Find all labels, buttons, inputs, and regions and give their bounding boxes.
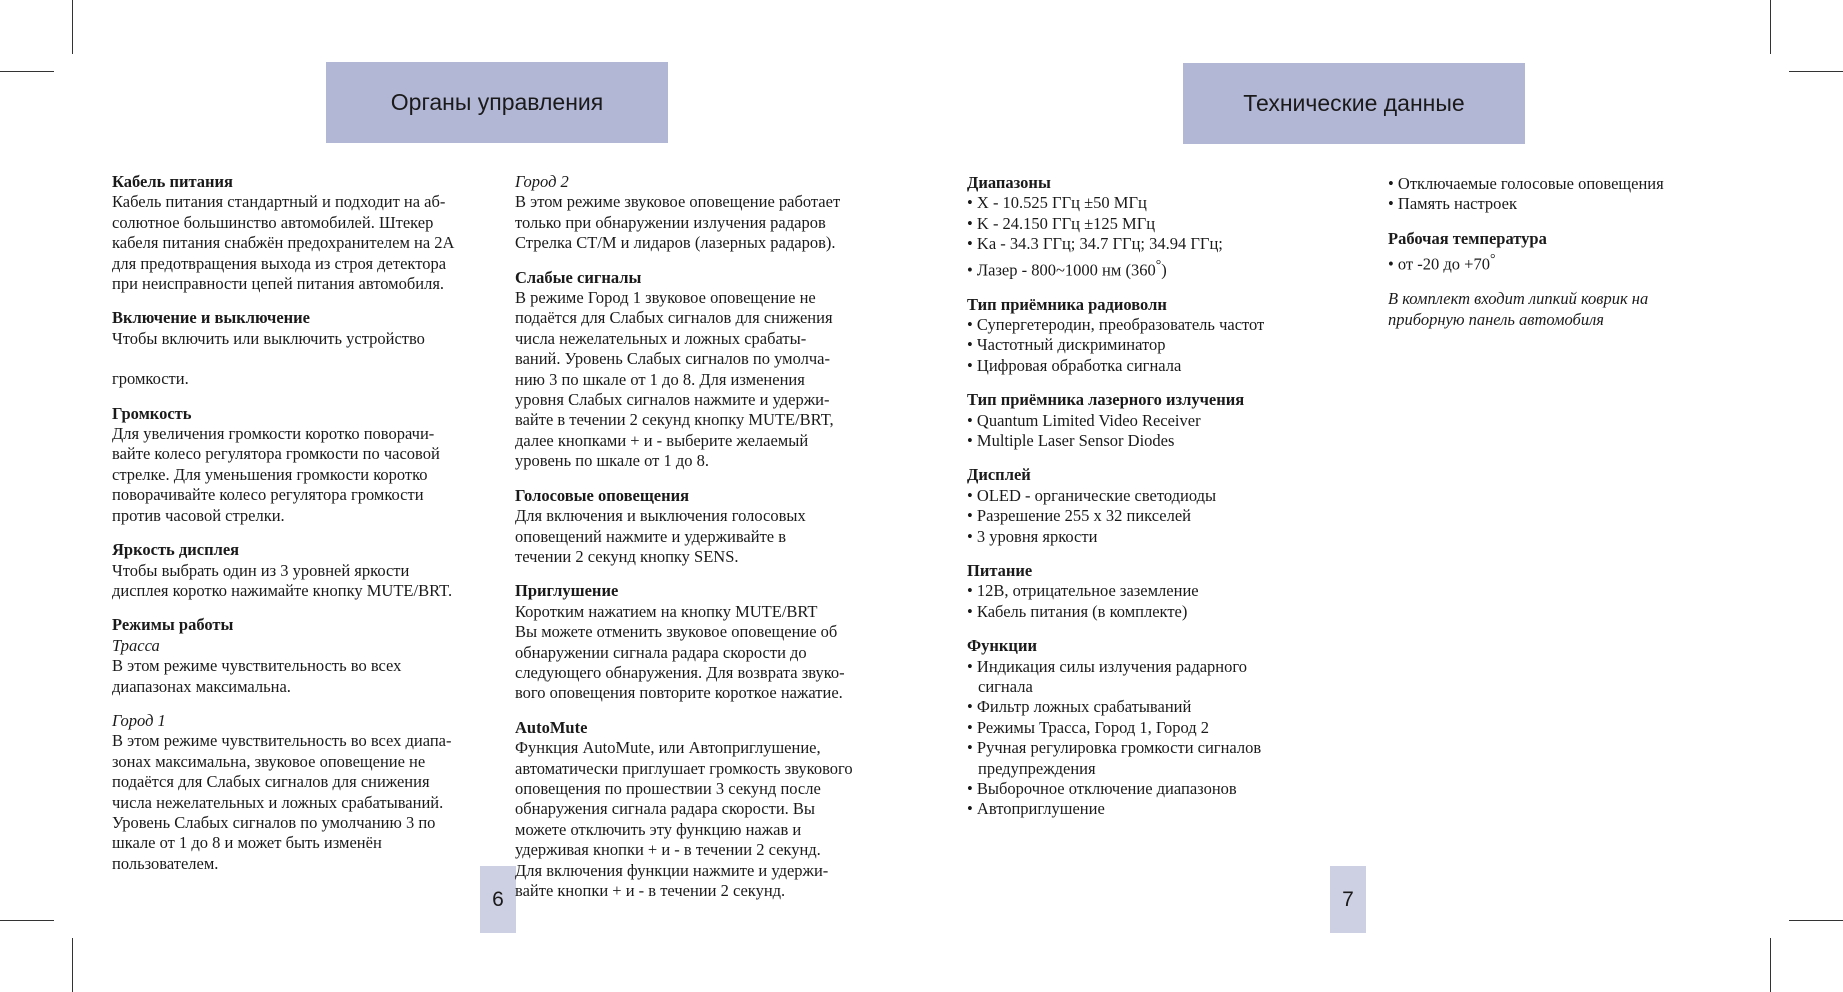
list-item: • OLED - органические светодиоды [967,485,1217,505]
list-item: • Кабель питания (в комплекте) [967,601,1188,621]
text-line: Коротким нажатием на кнопку MUTE/BRT [515,601,818,621]
section-title: Диапазоны [967,173,1051,192]
list-item: • Отключаемые голосовые оповещения [1388,174,1664,193]
text-line: подаётся для Слабых сигналов для снижения [515,308,833,328]
list-item: • Память настроек [1388,194,1517,214]
text-line: далее кнопками + и - выберите желаемый [515,430,809,450]
text-line: В этом режиме чувствительность во всех диапа- [112,731,452,751]
degree-sign: ° [1489,251,1496,267]
list-item: • Ручная регулировка громкости сигналов [967,738,1262,758]
list-item [967,255,1264,281]
list-item-text: • Лазер - 800~1000 нм (360 [967,260,1156,280]
text-line: обнаружения сигнала радара скорости. Вы [515,799,816,819]
text-line: зонах максимальна, звуковое оповещение не [112,751,426,771]
crop-mark [1789,920,1843,921]
right-column-2 [1388,174,1664,330]
note-line: приборную панель автомобиля [1388,309,1604,329]
text-line: вого оповещения повторите короткое нажатие. [515,683,843,703]
text-line: оповещений нажмите и удерживайте в [515,526,787,546]
list-item: • Супергетеродин, преобразователь частот [967,314,1265,334]
section-title: Голосовые оповещения [515,485,690,505]
crop-mark [1770,0,1771,54]
crop-mark [72,0,73,54]
section-title: Функции [967,636,1037,656]
list-item: • Разрешение 255 х 32 пикселей [967,506,1192,526]
crop-mark [72,938,73,992]
text-line: Функция AutoMute, или Автоприглушение, [515,738,821,758]
text-line: шкале от 1 до 8 и может быть изменён [112,833,382,853]
text-line: вайте кнопки + и - в течении 2 секунд. [515,881,786,900]
text-line: можете отключить эту функцию нажав и [515,819,802,839]
text-line: для предотвращения выхода из строя детектора [112,253,447,273]
text-line: вайте колесо регулятора громкости по часовой [112,444,440,464]
subsection-title: Город 1 [112,710,166,730]
list-item [1388,249,1664,275]
right-column-1 [967,173,1264,820]
text-line: диапазонах максимальна. [112,676,291,696]
left-page-number-text: 6 [492,887,504,911]
text-line: солютное большинство автомобилей. Штекер [112,212,434,232]
text-line: при неисправности цепей питания автомобиля. [112,274,445,294]
list-item: • Автоприглушение [967,799,1105,819]
list-item-text: ) [1161,260,1167,280]
section-title: Дисплей [967,465,1031,485]
text-line: против часовой стрелки. [112,505,285,525]
section-title: Рабочая температура [1388,228,1547,248]
text-line: стрелке. Для уменьшения громкости коротко [112,464,428,484]
degree-sign: ° [1155,256,1162,272]
right-page-number-text: 7 [1342,887,1354,911]
left-page-number [480,866,516,933]
text-line: автоматически приглушает громкость звукового [515,758,853,778]
subsection-title: Трасса [112,635,160,655]
subsection-title: Город 2 [515,172,569,191]
crop-mark [1770,938,1771,992]
right-page-header-text: Технические данные [1243,90,1465,116]
text-line: числа нежелательных и ложных срабаты- [515,328,807,348]
text-line: Кабель питания стандартный и подходит на аб- [112,192,446,212]
right-page-header [1183,63,1525,144]
text-line: только при обнаружении излучения радаров [515,212,826,232]
section-title: Громкость [112,403,192,423]
list-item: • Multiple Laser Sensor Diodes [967,430,1175,450]
list-item: • 12В, отрицательное заземление [967,581,1199,601]
list-item: • Режимы Трасса, Город 1, Город 2 [967,717,1210,737]
text-line: нию 3 по шкале от 1 до 8. Для изменения [515,369,805,389]
text-line: подаётся для Слабых сигналов для снижения [112,772,430,792]
list-item-continuation: предупреждения [978,758,1096,778]
text-line: Стрелка СТ/М и лидаров (лазерных радаров). [515,233,836,253]
text-line: Уровень Слабых сигналов по умолчанию 3 по [112,812,436,832]
text-line: Вы можете отменить звуковое оповещение об [515,622,838,642]
text-line: В режиме Город 1 звуковое оповещение не [515,288,816,308]
text-line: Для увеличения громкости коротко поворачи- [112,424,435,444]
text-line: уровень по шкале от 1 до 8. [515,451,709,471]
text-line: числа нежелательных и ложных срабатываний. [112,792,444,812]
text-line: Чтобы выбрать один из 3 уровней яркости [112,560,410,580]
text-line: Для включения и выключения голосовых [515,506,806,526]
crop-mark [0,920,54,921]
section-title: Питание [967,561,1033,580]
section-title: Яркость дисплея [112,540,240,560]
text-line: кабеля питания снабжён предохранителем на 2А [112,233,455,253]
list-item: • X - 10.525 ГГц ±50 МГц [967,193,1147,213]
left-column-1 [112,172,454,874]
list-item-text: • от -20 до +70 [1388,254,1490,274]
section-title: Кабель питания [112,172,233,191]
text-line: обнаружении сигнала радара скорости до [515,642,807,662]
list-item: • Выборочное отключение диапазонов [967,779,1237,799]
section-title: Слабые сигналы [515,267,642,287]
text-line: Чтобы включить или выключить устройство [112,328,425,348]
left-page-header [326,62,668,143]
section-title: AutoMute [515,717,588,737]
text-line: уровня Слабых сигналов нажмите и удержи- [515,390,830,410]
text-line: вайте в течении 2 секунд кнопку MUTE/BRT, [515,410,834,430]
list-item: • Индикация силы излучения радарного [967,656,1247,676]
section-title: Включение и выключение [112,308,310,328]
crop-mark [0,71,54,72]
text-line: громкости. [112,369,189,389]
list-item-continuation: сигнала [978,677,1033,697]
section-title: Тип приёмника радиоволн [967,294,1167,314]
list-item: • K - 24.150 ГГц ±125 МГц [967,213,1156,233]
crop-mark [1789,71,1843,72]
text-line: следующего обнаружения. Для возврата звуко- [515,662,845,682]
text-line: дисплея коротко нажимайте кнопку MUTE/BRT. [112,580,453,600]
section-title: Приглушение [515,581,619,601]
text-line: Для включения функции нажмите и удержи- [515,860,829,880]
list-item: • Цифровая обработка сигнала [967,355,1182,375]
text-line: пользователем. [112,853,219,873]
section-title: Тип приёмника лазерного излучения [967,390,1245,410]
list-item: • 3 уровня яркости [967,526,1098,546]
text-line: В этом режиме чувствительность во всех [112,656,402,676]
text-line: течении 2 секунд кнопку SENS. [515,546,739,566]
left-column-2 [515,172,853,901]
text-line: оповещения по прошествии 3 секунд после [515,778,821,798]
list-item: • Фильтр ложных срабатываний [967,697,1192,717]
section-title: Режимы работы [112,615,234,635]
list-item: • Ka - 34.3 ГГц; 34.7 ГГц; 34.94 ГГц; [967,234,1223,254]
list-item: • Частотный дискриминатор [967,335,1166,355]
text-line: ваний. Уровень Слабых сигналов по умолча- [515,349,830,369]
list-item: • Quantum Limited Video Receiver [967,410,1201,430]
note-line: В комплект входит липкий коврик на [1388,289,1649,309]
text-line: поворачивайте колесо регулятора громкости [112,485,424,505]
right-page-number [1330,866,1366,933]
left-page-header-text: Органы управления [390,89,604,115]
text-line: удерживая кнопки + и - в течении 2 секунд. [515,840,821,860]
text-line: В этом режиме звуковое оповещение работает [515,192,841,212]
